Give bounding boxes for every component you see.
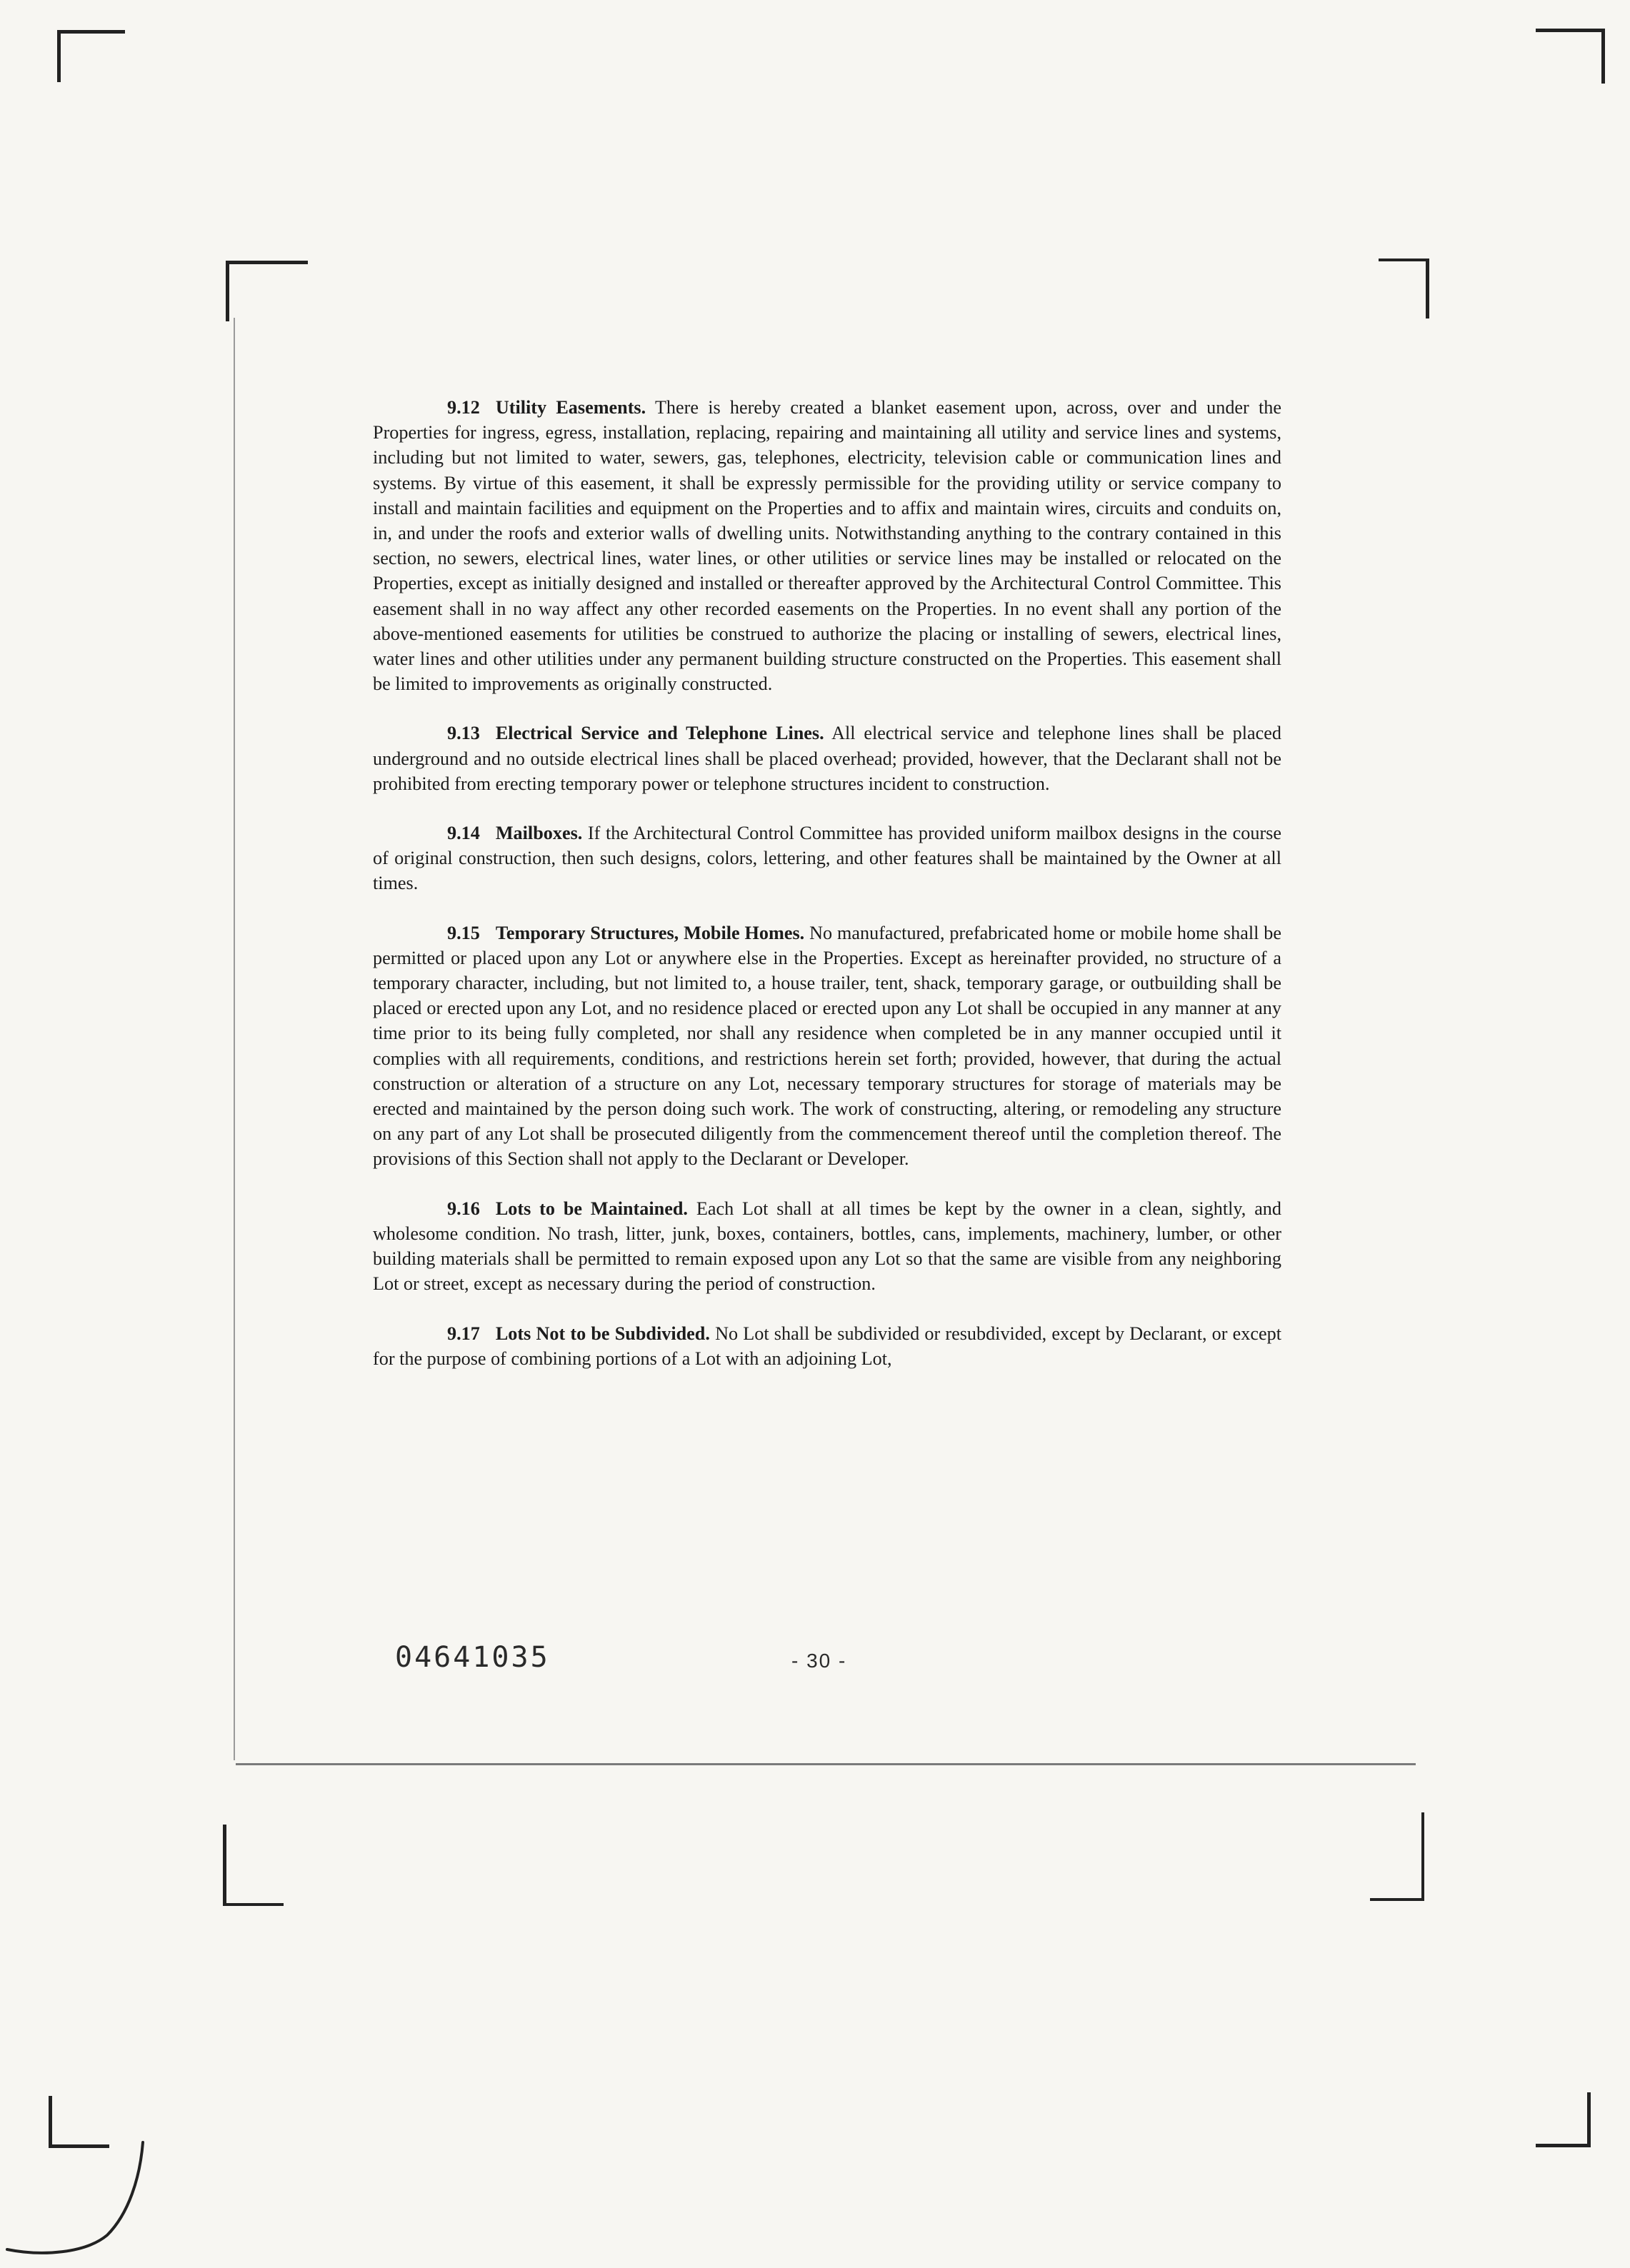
crop-mark-outer-top-right bbox=[1536, 29, 1605, 84]
section-9-16 bbox=[373, 1196, 1281, 1297]
section-heading: Utility Easements. bbox=[495, 397, 646, 418]
document-body bbox=[373, 395, 1281, 1395]
section-number: 9.14 bbox=[447, 823, 480, 844]
section-9-12 bbox=[373, 395, 1281, 696]
section-number: 9.16 bbox=[447, 1198, 480, 1219]
section-heading: Electrical Service and Telephone Lines. bbox=[495, 723, 824, 744]
scan-side-edge bbox=[234, 318, 235, 1760]
section-text: If the Architectural Control Committee has provided uniform mailbox designs in the course of original construction, then such designs, colors, lettering, and other features shall be maintained by the Owner at all times. bbox=[373, 823, 1281, 894]
scan-bottom-edge bbox=[236, 1763, 1416, 1765]
section-9-15 bbox=[373, 920, 1281, 1172]
crop-mark-inner-bottom-right bbox=[1370, 1812, 1424, 1901]
section-number: 9.13 bbox=[447, 723, 480, 744]
section-heading: Mailboxes. bbox=[495, 823, 583, 844]
section-9-14 bbox=[373, 821, 1281, 896]
section-text: There is hereby created a blanket easement upon, across, over and under the Properties for ingress, egress, installation, replacing, repairing and maintaining all utility and service lines and systems, including but not limited to water, sewers, gas, telephones, electricity, television cable or communication lines and systems. By virtue of this easement, it shall be expressly permissible for the providing utility or service company to install and maintain facilities and equipment on the Properties and to affix and maintain wires, circuits and conduits on, in, and under the roofs and exterior walls of dwelling units. Notwithstanding anything to the contrary contained in this section, no sewers, electrical lines, water lines, or other utilities or service lines may be installed or relocated on the Properties, except as initially designed and installed or thereafter approved by the Architectural Control Committee. This easement shall in no way affect any other recorded easements on the Properties. In no event shall any portion of the above-mentioned easements for utilities be construed to authorize the placing or installing of sewers, electrical lines, water lines and other utilities under any permanent building structure constructed on the Properties. This easement shall be limited to improvements as originally constructed. bbox=[373, 397, 1281, 695]
section-heading: Temporary Structures, Mobile Homes. bbox=[495, 922, 805, 943]
section-text: All electrical service and telephone lines shall be placed underground and no outside electrical lines shall be placed overhead; provided, however, that the Declarant shall not be prohibited from erecting temporary power or telephone structures incident to construction. bbox=[373, 723, 1281, 794]
crop-mark-outer-bottom-right bbox=[1536, 2092, 1591, 2147]
section-heading: Lots Not to be Subdivided. bbox=[495, 1323, 710, 1344]
section-9-17 bbox=[373, 1321, 1281, 1371]
crop-mark-inner-top-left bbox=[226, 261, 308, 321]
section-text: Each Lot shall at all times be kept by the owner in a clean, sightly, and wholesome condition. No trash, litter, junk, boxes, containers, bottles, cans, implements, machinery, lumber, or other building materials shall be permitted to remain exposed upon any Lot so that the same are visible from any neighboring Lot or street, except as necessary during the period of construction. bbox=[373, 1198, 1281, 1295]
crop-mark-inner-bottom-left bbox=[223, 1825, 284, 1906]
document-number: 04641035 bbox=[395, 1641, 550, 1674]
section-number: 9.12 bbox=[447, 397, 480, 418]
section-number: 9.17 bbox=[447, 1323, 480, 1344]
section-9-13 bbox=[373, 721, 1281, 796]
section-heading: Lots to be Maintained. bbox=[495, 1198, 688, 1219]
pen-stroke-mark bbox=[0, 2135, 164, 2268]
section-text: No manufactured, prefabricated home or mobile home shall be permitted or placed upon any Lot or anywhere else in the Properties. Except as hereinafter provided, no structure of a temporary character, including, but not limited to, a house trailer, tent, shack, temporary garage, or outbuilding shall be placed or erected upon any Lot, and no residence placed or erected upon any Lot shall be occupied in any manner at any time prior to its being fully completed, nor shall any residence when completed be in any manner occupied until it complies with all requirements, conditions, and restrictions herein set forth; provided, however, that during the actual construction or alteration of a structure on any Lot, necessary temporary structures for storage of materials may be erected and maintained by the person doing such work. The work of constructing, altering, or remodeling any structure on any part of any Lot shall be prosecuted diligently from the commencement thereof until the completion thereof. The provisions of this Section shall not apply to the Declarant or Developer. bbox=[373, 922, 1282, 1170]
crop-mark-inner-top-right bbox=[1379, 259, 1429, 318]
section-number: 9.15 bbox=[447, 922, 480, 943]
page-number: - 30 - bbox=[791, 1650, 847, 1672]
section-text: No Lot shall be subdivided or resubdivided, except by Declarant, or except for the purpose of combining portions of a Lot with an adjoining Lot, bbox=[373, 1323, 1281, 1369]
crop-mark-outer-top-left bbox=[57, 30, 125, 82]
